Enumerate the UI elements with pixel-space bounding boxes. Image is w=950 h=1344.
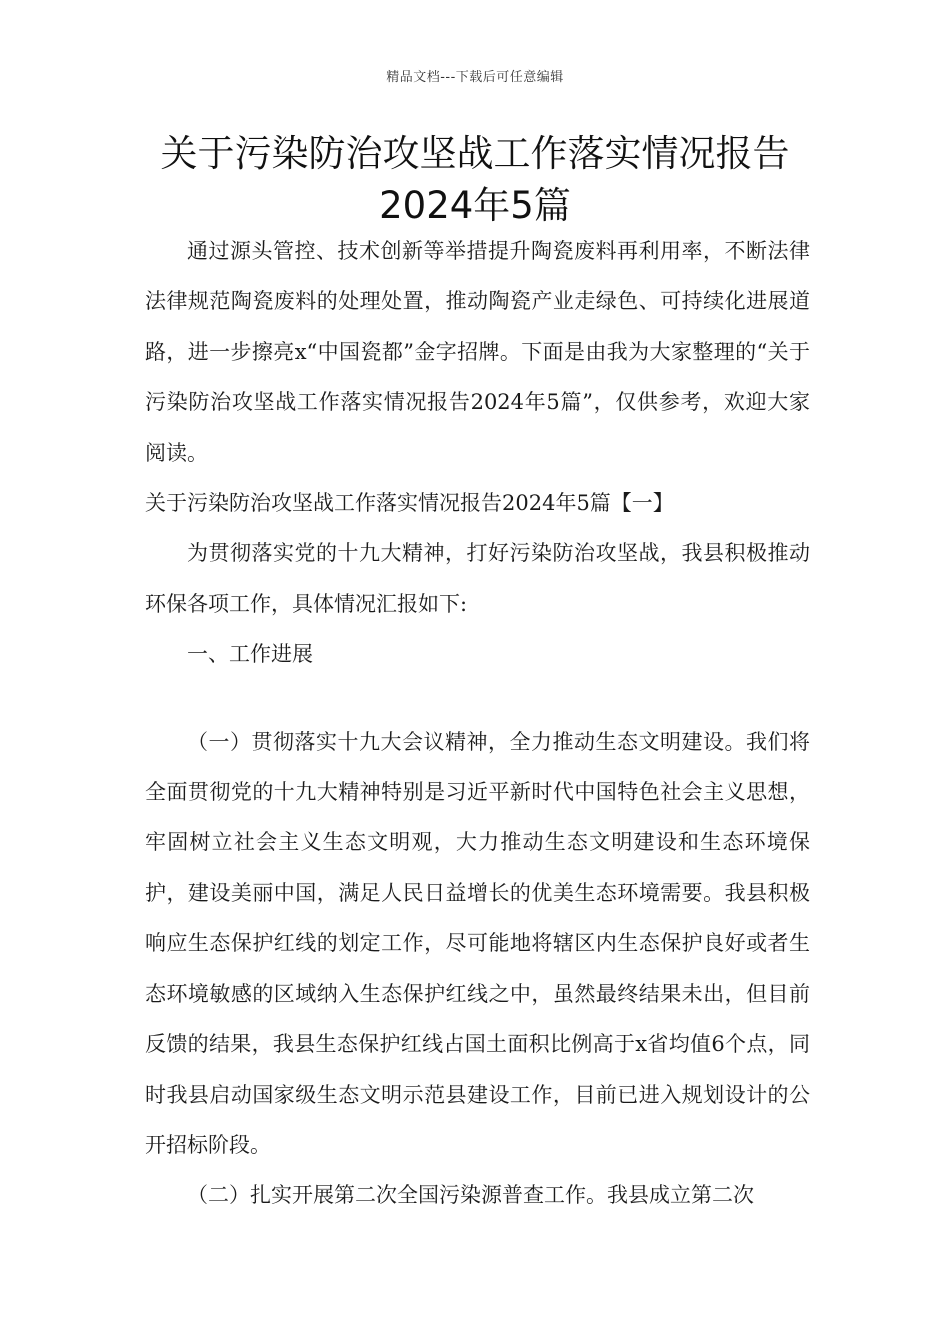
intro-paragraph: 通过源头管控、技术创新等举措提升陶瓷废料再利用率，不断法律法律规范陶瓷废料的处理处置，推动陶瓷产业走绿色、可持续化进展道路，进一步擦亮x“中国瓷都”金字招牌。下面是由我为大家整理的“关于污染防治攻坚战工作落实情况报告2024年5篇”，仅供参考，欢迎大家阅读。: [145, 239, 810, 465]
item-2-paragraph: （二）扎实开展第二次全国污染源普查工作。我县成立第二次: [187, 1183, 754, 1208]
title-line-2: 2024年5篇: [379, 184, 571, 227]
document-body: [145, 226, 810, 1221]
item-1-paragraph: （一）贯彻落实十九大会议精神，全力推动生态文明建设。我们将全面贯彻党的十九大精神特别是习近平新时代中国特色社会主义思想，牢固树立社会主义生态文明观，大力推动生态文明建设和生态环境保护，建设美丽中国，满足人民日益增长的优美生态环境需要。我县积极响应生态保护红线的划定工作，尽可能地将辖区内生态保护良好或者生态环境敏感的区域纳入生态保护红线之中，虽然最终结果未出，但目前反馈的结果，我县生态保护红线占国土面积比例高于x省均值6个点，同时我县启动国家级生态文明示范县建设工作，目前已进入规划设计的公开招标阶段。: [145, 729, 810, 1157]
header-note: 精品文档---下载后可任意编辑: [386, 70, 564, 85]
document-title: [100, 128, 850, 232]
opening-paragraph: 为贯彻落实党的十九大精神，打好污染防治攻坚战，我县积极推动环保各项工作，具体情况汇报如下:: [145, 541, 810, 616]
subheading-work-progress: 一、工作进展: [187, 642, 313, 667]
section-heading: 关于污染防治攻坚战工作落实情况报告2024年5篇【一】: [145, 491, 674, 516]
title-line-1: 关于污染防治攻坚战工作落实情况报告: [160, 132, 790, 175]
